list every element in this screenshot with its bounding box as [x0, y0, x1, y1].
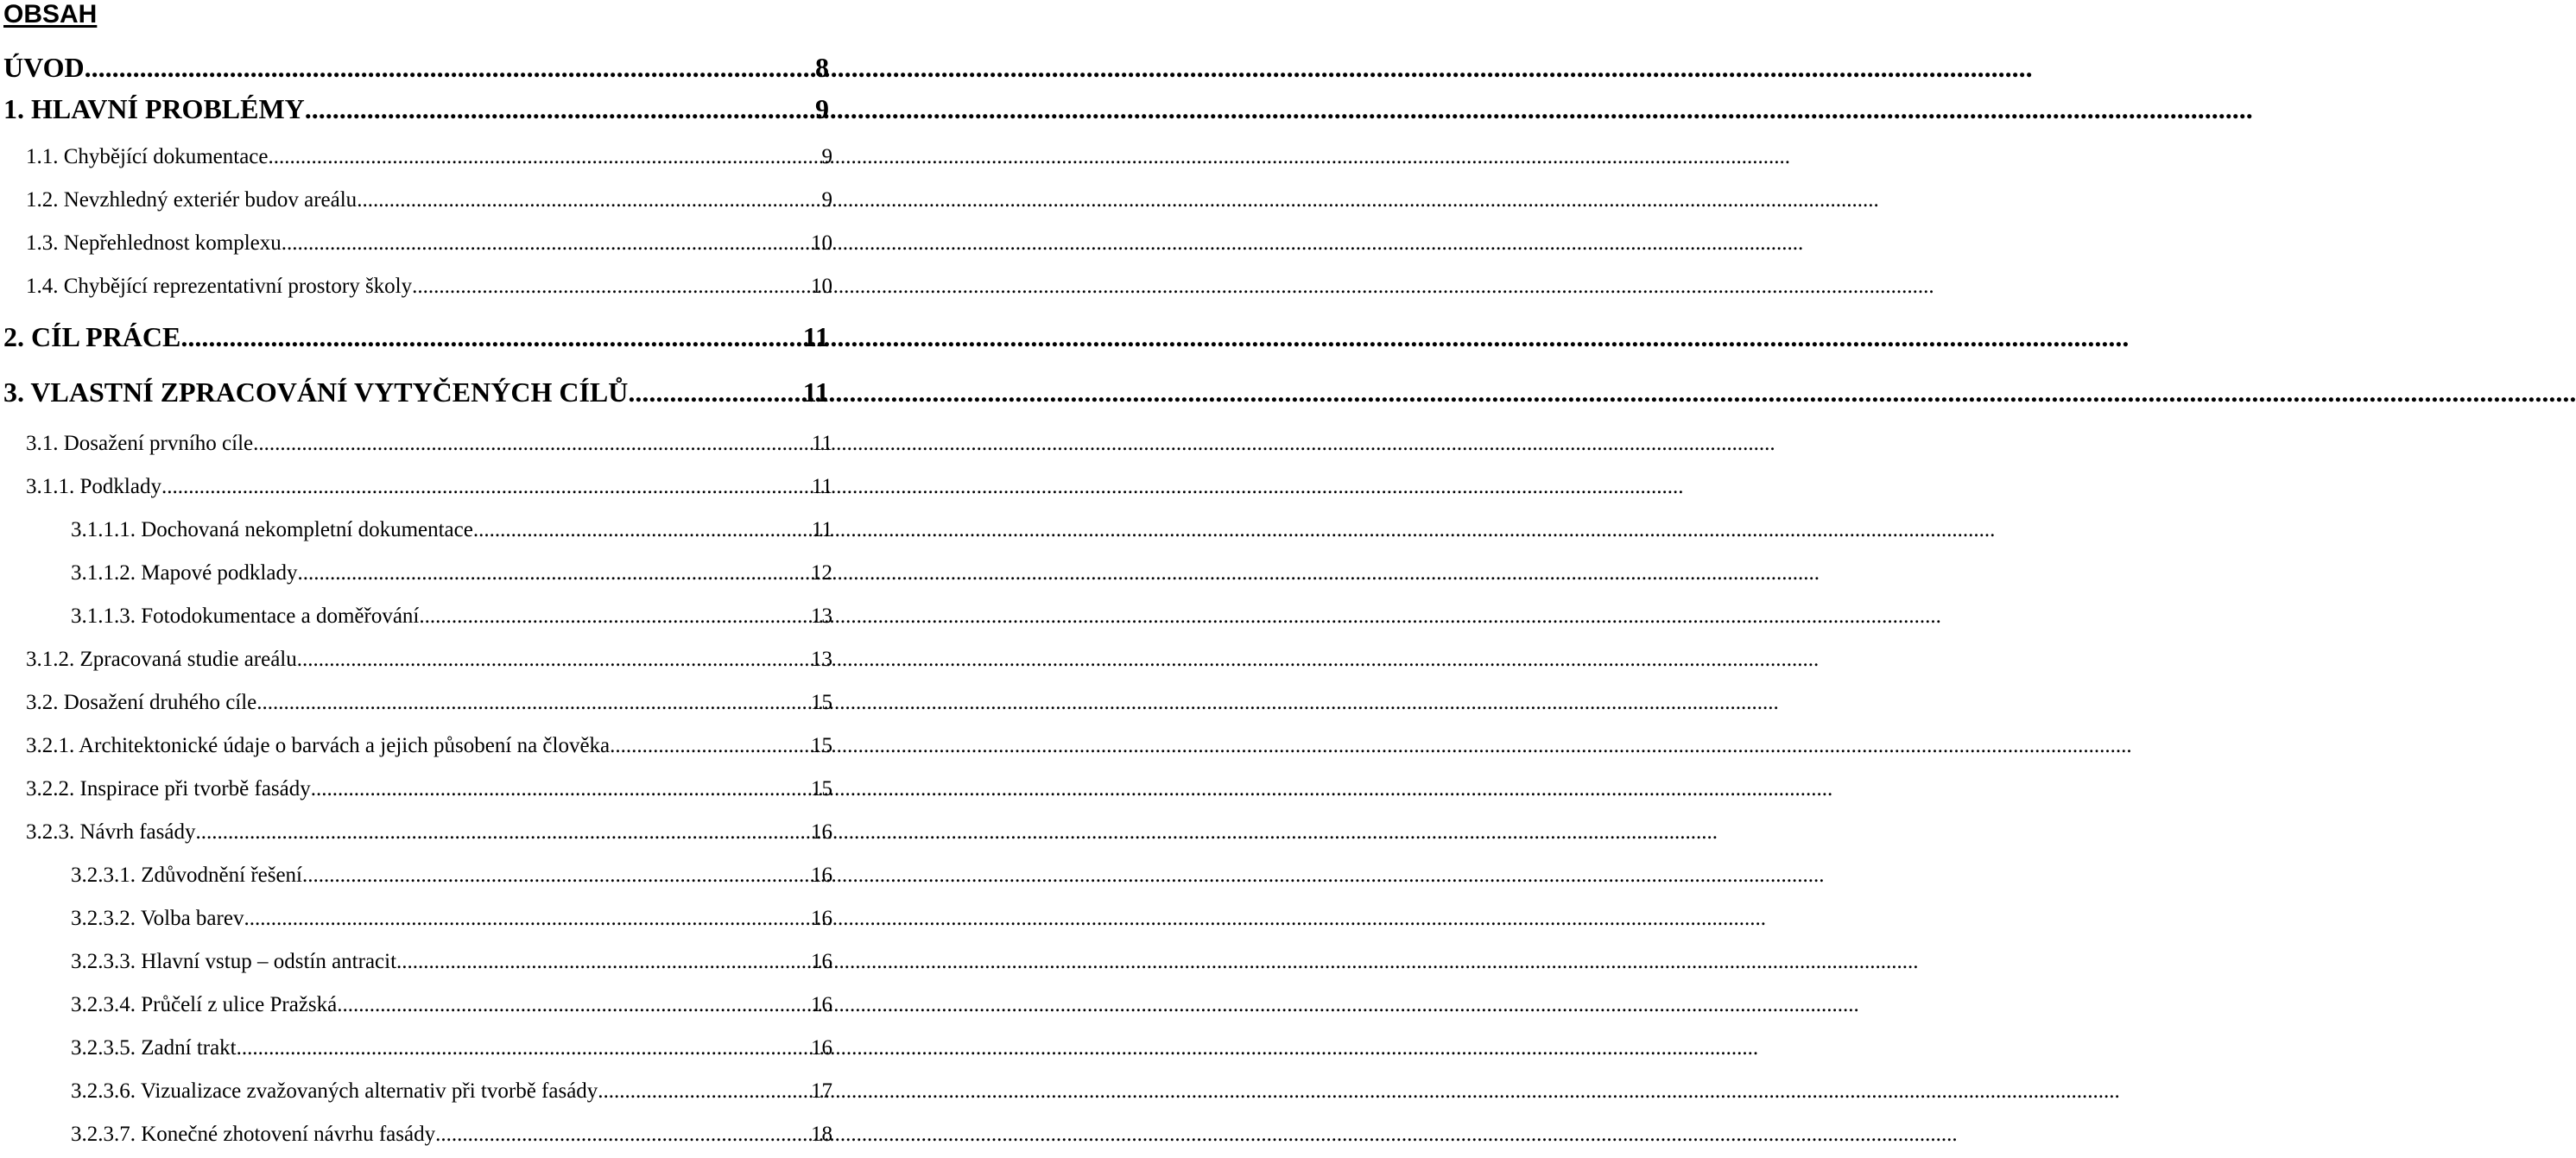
toc-page-number: 10 — [811, 275, 832, 298]
toc-page-number: 9 — [821, 188, 832, 212]
dot-leader — [302, 864, 811, 888]
toc-entry-label: 1.3. Nepřehlednost komplexu — [26, 231, 282, 255]
toc-entry-label: 1.2. Nevzhledný exteriér budov areálu — [26, 188, 358, 212]
toc-entry-3-1-1-2[interactable] — [71, 561, 832, 585]
toc-page-number: 11 — [811, 432, 832, 455]
dot-leader — [161, 475, 812, 499]
dot-leader — [282, 231, 811, 256]
toc-entry-3-2-3-2[interactable] — [71, 907, 832, 931]
toc-entry-3-2-2[interactable] — [26, 777, 832, 801]
toc-entry-3-2-3-7[interactable] — [71, 1123, 832, 1147]
toc-entry-label: ÚVOD — [3, 52, 85, 83]
toc-page-number: 13 — [811, 648, 832, 671]
toc-page-number: 15 — [811, 734, 832, 757]
toc-page-number: 11 — [811, 475, 832, 498]
toc-entry-3-2-3[interactable] — [26, 820, 832, 845]
dot-leader — [610, 734, 811, 758]
toc-entry-3-1[interactable] — [26, 432, 832, 456]
dot-leader — [195, 820, 811, 845]
toc-page-number: 13 — [811, 604, 832, 628]
dot-leader — [268, 145, 821, 169]
toc-entry-label: 3.2.3.7. Konečné zhotovení návrhu fasády — [71, 1123, 436, 1146]
toc-entry-1-3[interactable] — [26, 231, 832, 256]
toc-entry-label: 3.1.1.1. Dochovaná nekompletní dokumentace — [71, 518, 473, 541]
toc-entry-3-1-1[interactable] — [26, 475, 832, 499]
toc-entry-3-2-3-1[interactable] — [71, 864, 832, 888]
toc-entry-label: 3.2.3.5. Zadní trakt — [71, 1036, 237, 1060]
toc-entry-label: 3.2.2. Inspirace při tvorbě fasády — [26, 777, 311, 800]
dot-leader — [297, 648, 811, 672]
dot-leader — [244, 907, 811, 931]
toc-entry-3[interactable] — [3, 377, 829, 408]
dot-leader — [435, 1123, 811, 1147]
toc-entry-label: 1. HLAVNÍ PROBLÉMY — [3, 93, 305, 124]
toc-page-number: 16 — [811, 820, 832, 844]
dot-leader — [305, 93, 815, 125]
toc-page-number: 9 — [821, 145, 832, 168]
toc-entry-label: 3.2.3. Návrh fasády — [26, 820, 196, 844]
toc-entry-3-1-1-3[interactable] — [71, 604, 832, 629]
dot-leader — [357, 188, 821, 212]
toc-entry-1-2[interactable] — [26, 188, 832, 212]
toc-entry-2[interactable] — [3, 321, 829, 353]
page-title: OBSAH — [3, 0, 98, 28]
toc-entry-label: 3.2. Dosažení druhého cíle — [26, 691, 257, 714]
toc-page-number: 11 — [811, 518, 832, 541]
dot-leader — [628, 377, 802, 408]
dot-leader — [297, 561, 811, 585]
toc-entry-label: 3.2.3.3. Hlavní vstup – odstín antracit — [71, 950, 397, 973]
dot-leader — [85, 52, 815, 84]
toc-entry-1-4[interactable] — [26, 275, 832, 299]
toc-entry-intro[interactable] — [3, 52, 829, 84]
dot-leader — [412, 275, 811, 299]
toc-page-number: 15 — [811, 691, 832, 714]
toc-page-number: 10 — [811, 231, 832, 255]
toc-entry-label: 3.1.1.2. Mapové podklady — [71, 561, 298, 585]
toc-entry-3-2-3-4[interactable] — [71, 993, 832, 1017]
toc-page-number: 8 — [815, 52, 829, 83]
toc-entry-3-1-2[interactable] — [26, 648, 832, 672]
toc-entry-3-2-1[interactable] — [26, 734, 832, 758]
toc-entry-3-2-3-3[interactable] — [71, 950, 832, 974]
dot-leader — [419, 604, 811, 629]
toc-entry-3-2[interactable] — [26, 691, 832, 715]
toc-entry-label: 3.2.3.1. Zdůvodnění řešení — [71, 864, 303, 887]
dot-leader — [598, 1079, 811, 1104]
toc-entry-1[interactable] — [3, 93, 829, 125]
toc-page-number: 16 — [811, 1036, 832, 1060]
toc-entry-label: 3.1.1.3. Fotodokumentace a doměřování — [71, 604, 420, 628]
dot-leader — [396, 950, 811, 974]
toc-entry-label: 3.1.2. Zpracovaná studie areálu — [26, 648, 297, 671]
toc-page-number: 16 — [811, 993, 832, 1016]
toc-entry-1-1[interactable] — [26, 145, 832, 169]
toc-page-number: 16 — [811, 950, 832, 973]
toc-page-number: 9 — [815, 93, 829, 124]
toc-entry-label: 3.2.3.2. Volba barev — [71, 907, 244, 930]
dot-leader — [237, 1036, 811, 1060]
toc-entry-3-1-1-1[interactable] — [71, 518, 832, 542]
toc-entry-label: 3.2.1. Architektonické údaje o barvách a jejich působení na člověka — [26, 734, 611, 757]
toc-page-number: 11 — [802, 377, 829, 408]
toc-entry-label: 3. VLASTNÍ ZPRACOVÁNÍ VYTYČENÝCH CÍLŮ — [3, 377, 629, 408]
toc-entry-label: 3.2.3.4. Průčelí z ulice Pražská — [71, 993, 338, 1016]
toc-entry-3-2-3-5[interactable] — [71, 1036, 832, 1060]
dot-leader — [473, 518, 812, 542]
toc-entry-label: 1.4. Chybějící reprezentativní prostory školy — [26, 275, 413, 298]
toc-entry-label: 2. CÍL PRÁCE — [3, 321, 181, 352]
toc-entry-label: 3.1. Dosažení prvního cíle — [26, 432, 254, 455]
dot-leader — [253, 432, 812, 456]
dot-leader — [256, 691, 811, 715]
toc-page-number: 15 — [811, 777, 832, 800]
toc-entry-label: 1.1. Chybějící dokumentace — [26, 145, 269, 168]
toc-entry-label: 3.2.3.6. Vizualizace zvažovaných alternativ při tvorbě fasády — [71, 1079, 598, 1103]
dot-leader — [337, 993, 811, 1017]
toc-page-number: 11 — [802, 321, 829, 352]
toc-page-number: 16 — [811, 864, 832, 887]
toc-page-number: 12 — [811, 561, 832, 585]
toc-entry-3-2-3-6[interactable] — [71, 1079, 832, 1104]
dot-leader — [311, 777, 811, 801]
toc-page-number: 18 — [811, 1123, 832, 1146]
toc-page-number: 17 — [811, 1079, 832, 1103]
dot-leader — [180, 321, 802, 353]
toc-page-number: 16 — [811, 907, 832, 930]
toc-entry-label: 3.1.1. Podklady — [26, 475, 161, 498]
